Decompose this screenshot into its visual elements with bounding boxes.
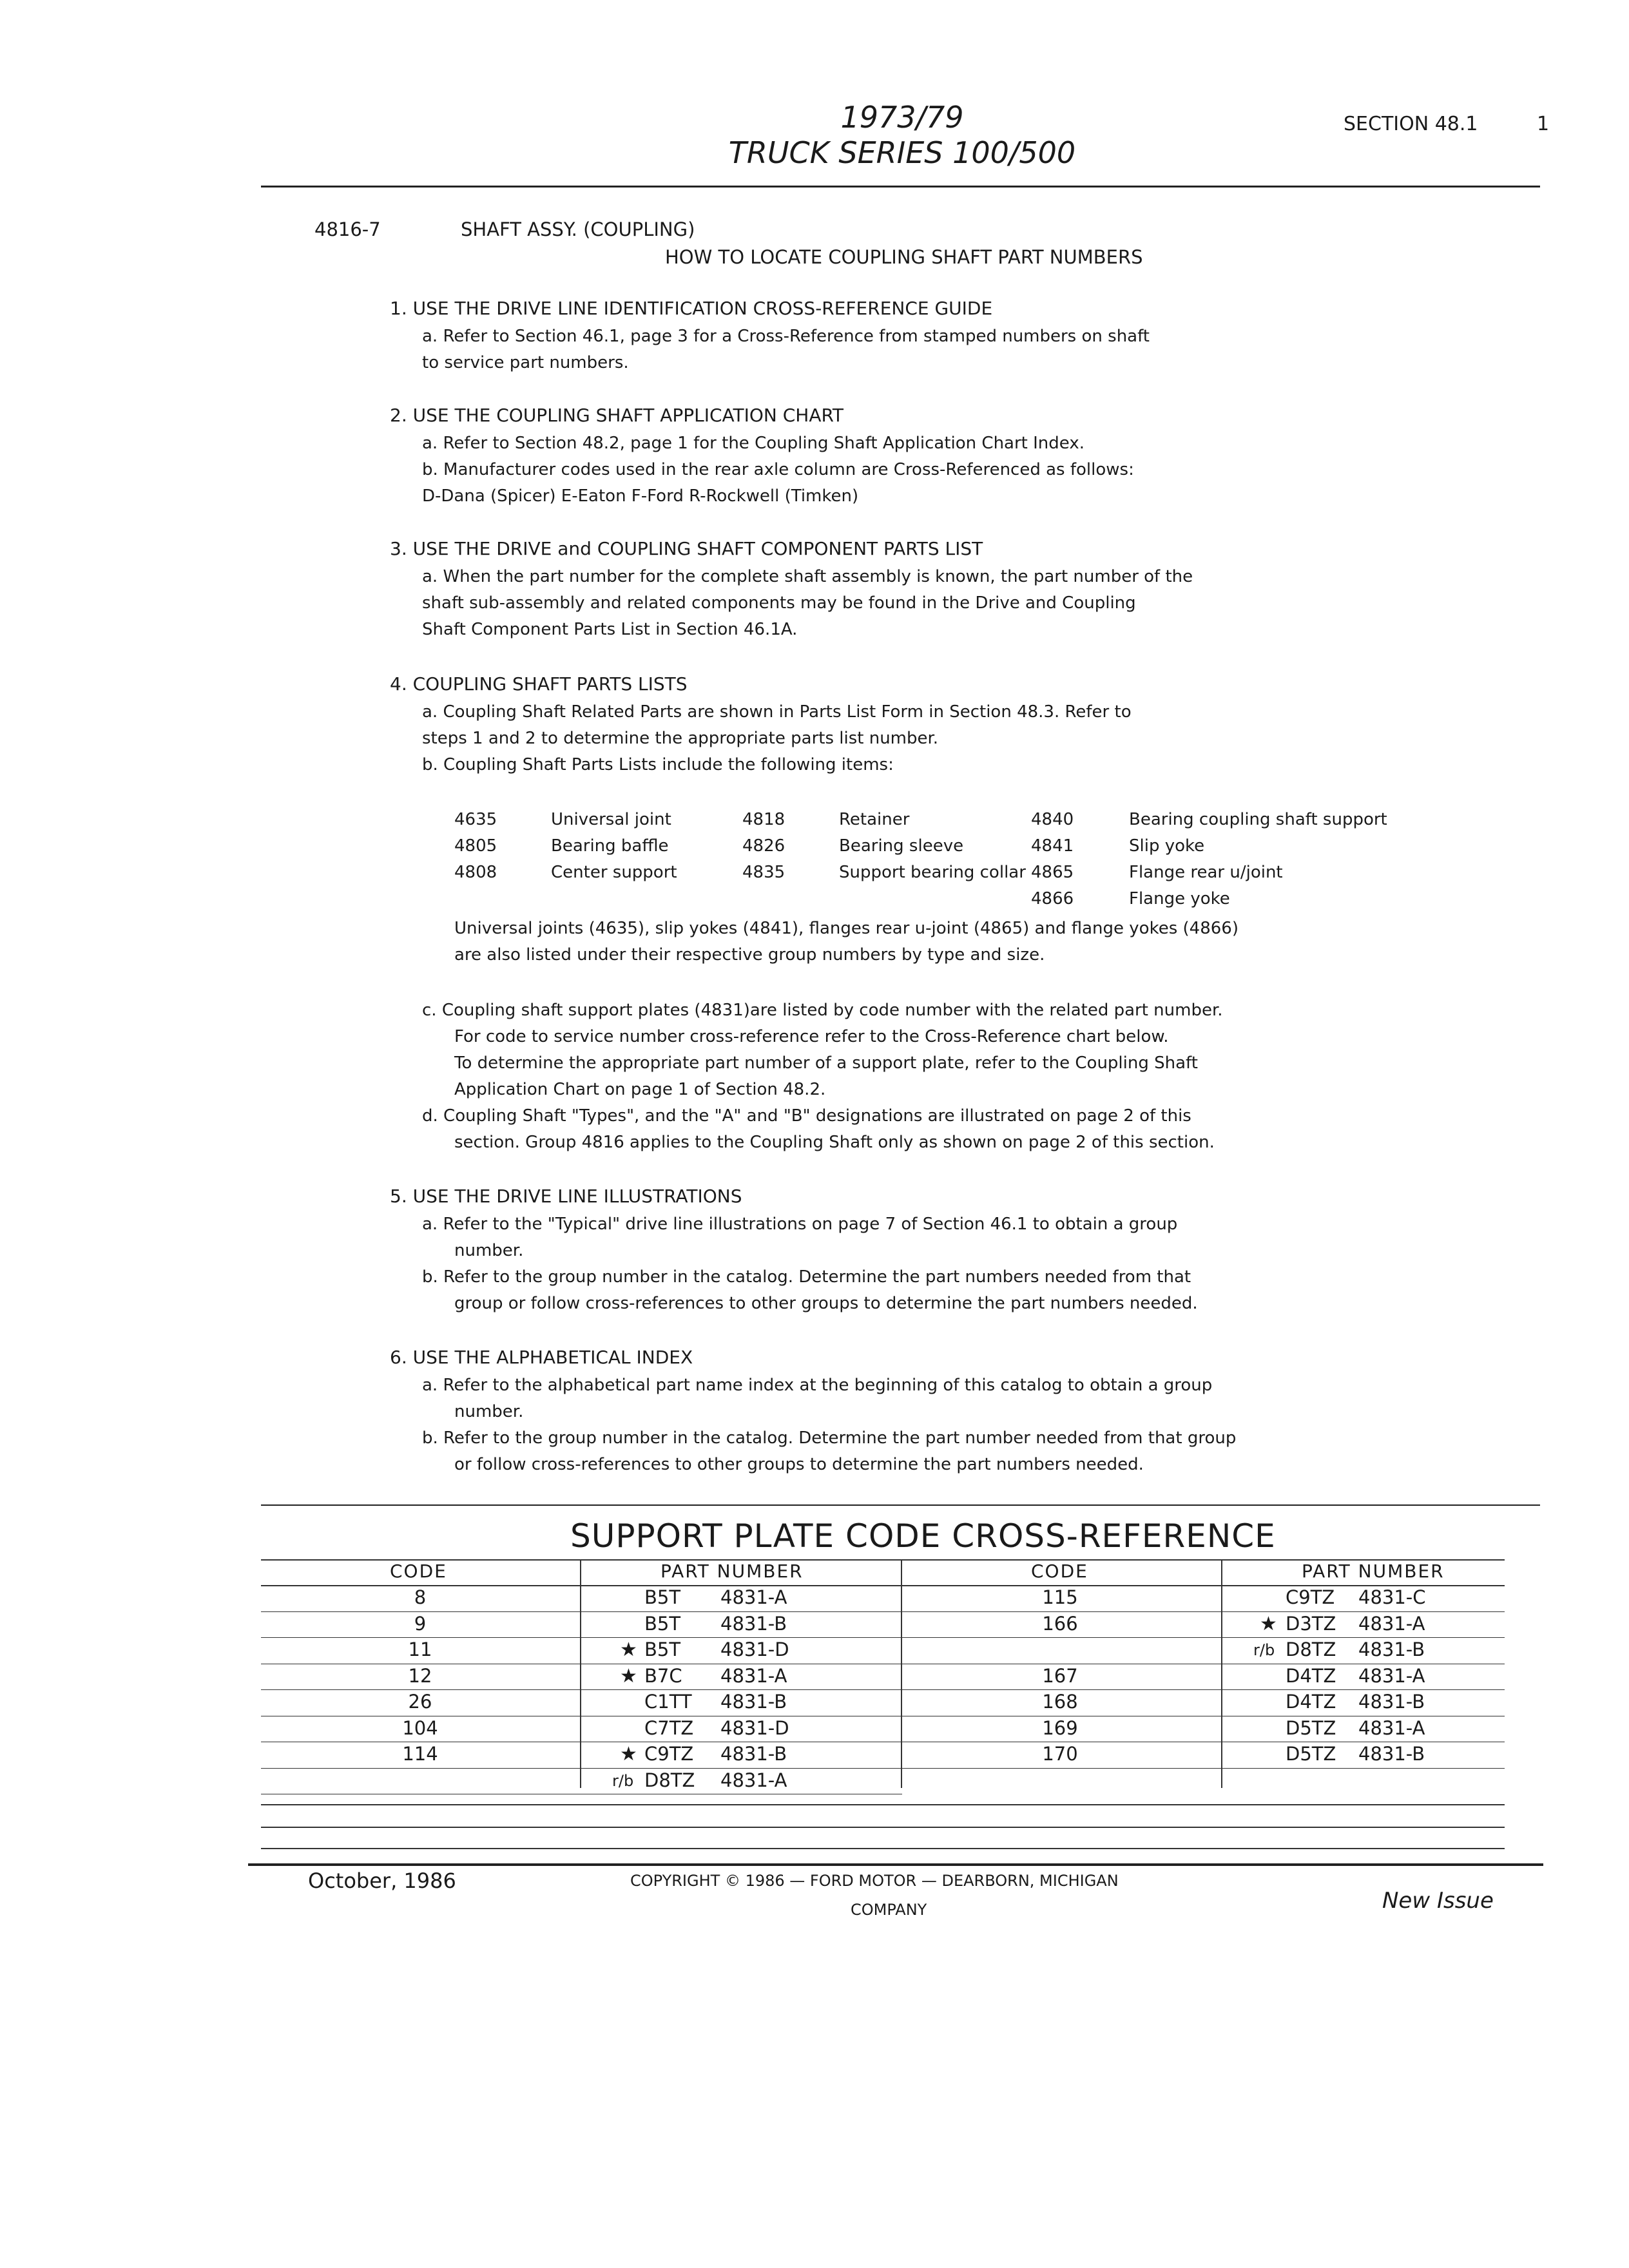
table-top-rule [261, 1504, 1540, 1506]
part-number: 4841 [1031, 836, 1074, 856]
part-number: 4826 [742, 836, 786, 856]
part-base: B7C [644, 1664, 682, 1687]
table-bottom-rule [261, 1827, 1505, 1828]
part-base: D4TZ [1286, 1691, 1336, 1713]
code-cell: 168 [1042, 1691, 1078, 1713]
step-5-line: group or follow cross-references to other groups to determine the part numbers needed. [454, 1294, 1198, 1313]
part-base: D5TZ [1286, 1716, 1336, 1739]
code-cell: 114 [402, 1743, 438, 1765]
step-5-line: number. [454, 1241, 524, 1260]
part-suffix: 4831-A [1358, 1612, 1425, 1635]
part-name: Slip yoke [1129, 836, 1205, 856]
code-cell: 9 [414, 1612, 427, 1635]
page-number: 1 [1537, 113, 1550, 135]
step-3-line: a. When the part number for the complete shaft assembly is known, the part number of the [422, 567, 1193, 586]
part-name: Bearing coupling shaft support [1129, 810, 1387, 829]
step-6-heading: 6. USE THE ALPHABETICAL INDEX [390, 1347, 693, 1368]
code-cell: 11 [408, 1639, 432, 1660]
step-5-line: a. Refer to the "Typical" drive line illustrations on page 7 of Section 46.1 to obtain a group [422, 1215, 1178, 1234]
part-base: B5T [644, 1586, 681, 1608]
part-number: 4840 [1031, 810, 1074, 829]
part-suffix: 4831-B [720, 1743, 787, 1765]
step-4d-line: d. Coupling Shaft "Types", and the "A" and "B" designations are illustrated on page 2 of this [422, 1106, 1191, 1126]
code-cell: 169 [1042, 1716, 1078, 1739]
part-suffix: 4831-C [1358, 1586, 1426, 1608]
code-cell: 170 [1042, 1743, 1078, 1765]
part-name: Support bearing collar [839, 863, 1026, 882]
star-icon: ★ [620, 1639, 637, 1661]
code-cell: 167 [1042, 1664, 1078, 1687]
table-divider [580, 1559, 581, 1788]
part-base: D8TZ [644, 1769, 695, 1791]
table-row-rule [261, 1637, 902, 1638]
table-divider [1221, 1559, 1222, 1788]
part-number: 4805 [454, 836, 497, 856]
group-subtitle: HOW TO LOCATE COUPLING SHAFT PART NUMBERS [665, 246, 1143, 268]
part-base: B5T [644, 1612, 681, 1635]
step-4-note: are also listed under their respective group numbers by type and size. [454, 945, 1045, 965]
step-3-line: Shaft Component Parts List in Section 46.1A. [422, 620, 798, 639]
footer-issue: New Issue [1382, 1888, 1494, 1914]
step-3-heading: 3. USE THE DRIVE and COUPLING SHAFT COMPONENT PARTS LIST [390, 538, 983, 559]
table-row-rule [261, 1689, 902, 1690]
step-4-line: steps 1 and 2 to determine the appropriate parts list number. [422, 729, 939, 748]
step-5-heading: 5. USE THE DRIVE LINE ILLUSTRATIONS [390, 1186, 742, 1207]
part-name: Center support [551, 863, 677, 882]
col-header-part: PART NUMBER [1302, 1561, 1445, 1582]
group-number: 4816-7 [314, 218, 381, 240]
code-cell: 115 [1042, 1586, 1078, 1608]
part-name: Flange rear u/joint [1129, 863, 1283, 882]
col-header-code: CODE [1031, 1561, 1088, 1582]
col-header-part: PART NUMBER [660, 1561, 804, 1582]
step-6-line: b. Refer to the group number in the catalog. Determine the part number needed from that group [422, 1428, 1237, 1448]
step-2-line: D-Dana (Spicer) E-Eaton F-Ford R-Rockwell (Timken) [422, 486, 859, 506]
footer-rule [248, 1863, 1543, 1866]
part-base: C1TT [644, 1691, 692, 1713]
step-4-note: Universal joints (4635), slip yokes (4841), flanges rear u-joint (4865) and flange yokes (4866) [454, 919, 1239, 938]
part-base: D3TZ [1286, 1612, 1336, 1635]
step-4c-line: To determine the appropriate part number of a support plate, refer to the Coupling Shaft [454, 1053, 1198, 1073]
step-1-line: to service part numbers. [422, 353, 629, 372]
part-suffix: 4831-B [720, 1691, 787, 1713]
part-suffix: 4831-A [720, 1769, 787, 1791]
title-series: TRUCK SERIES 100/500 [728, 135, 1076, 170]
step-4-line: b. Coupling Shaft Parts Lists include the following items: [422, 755, 894, 774]
star-icon: ★ [620, 1743, 637, 1765]
step-4d-line: section. Group 4816 applies to the Coupling Shaft only as shown on page 2 of this section. [454, 1133, 1215, 1152]
step-4-heading: 4. COUPLING SHAFT PARTS LISTS [390, 673, 688, 695]
section-number: SECTION 48.1 [1344, 113, 1478, 135]
step-3-line: shaft sub-assembly and related components may be found in the Drive and Coupling [422, 593, 1136, 613]
step-5-line: b. Refer to the group number in the catalog. Determine the part numbers needed from that [422, 1267, 1191, 1287]
table-row-rule [901, 1768, 1505, 1769]
star-icon: ★ [620, 1664, 637, 1687]
table-row-rule [901, 1611, 1505, 1612]
code-cell: 104 [402, 1716, 438, 1739]
part-name: Retainer [839, 810, 910, 829]
part-number: 4818 [742, 810, 786, 829]
group-name: SHAFT ASSY. (COUPLING) [461, 218, 695, 240]
step-4c-line: c. Coupling shaft support plates (4831)are listed by code number with the related part number. [422, 1001, 1223, 1020]
step-2-heading: 2. USE THE COUPLING SHAFT APPLICATION CHART [390, 405, 844, 426]
part-base: D8TZ [1286, 1639, 1336, 1660]
table-row-rule [901, 1689, 1505, 1690]
code-cell: 26 [408, 1691, 432, 1713]
part-base: B5T [644, 1639, 681, 1660]
part-suffix: 4831-D [720, 1716, 789, 1739]
step-4c-line: Application Chart on page 1 of Section 48.2. [454, 1080, 826, 1099]
footer-company: COMPANY [851, 1901, 927, 1919]
code-cell: 166 [1042, 1612, 1078, 1635]
table-bottom-rule [261, 1848, 1505, 1849]
table-row-rule [261, 1611, 902, 1612]
table-divider [901, 1559, 902, 1788]
part-name: Universal joint [551, 810, 671, 829]
part-suffix: 4831-A [1358, 1716, 1425, 1739]
step-1-heading: 1. USE THE DRIVE LINE IDENTIFICATION CROSS-REFERENCE GUIDE [390, 298, 993, 319]
table-row-rule [901, 1637, 1505, 1638]
step-4-line: a. Coupling Shaft Related Parts are shown in Parts List Form in Section 48.3. Refer to [422, 702, 1132, 722]
table-row-rule [261, 1768, 902, 1769]
xref-title: SUPPORT PLATE CODE CROSS-REFERENCE [570, 1517, 1276, 1555]
code-cell: 8 [414, 1586, 427, 1608]
part-suffix: 4831-D [720, 1639, 789, 1660]
part-suffix: 4831-A [720, 1664, 787, 1687]
part-suffix: 4831-B [1358, 1743, 1425, 1765]
title-years: 1973/79 [840, 100, 964, 135]
step-6-line: a. Refer to the alphabetical part name index at the beginning of this catalog to obtain a group [422, 1376, 1213, 1395]
part-base: C7TZ [644, 1716, 694, 1739]
part-suffix: 4831-B [720, 1612, 787, 1635]
step-4c-line: For code to service number cross-reference refer to the Cross-Reference chart below. [454, 1027, 1169, 1046]
star-icon: ★ [1260, 1612, 1277, 1635]
part-base: D4TZ [1286, 1664, 1336, 1687]
replaced-by-label: r/b [1253, 1641, 1275, 1659]
part-base: C9TZ [644, 1743, 694, 1765]
part-base: C9TZ [1286, 1586, 1335, 1608]
part-number: 4635 [454, 810, 497, 829]
part-suffix: 4831-B [1358, 1691, 1425, 1713]
step-2-line: b. Manufacturer codes used in the rear axle column are Cross-Referenced as follows: [422, 460, 1134, 479]
part-name: Flange yoke [1129, 889, 1230, 908]
step-6-line: or follow cross-references to other groups to determine the part numbers needed. [454, 1455, 1144, 1474]
part-name: Bearing baffle [551, 836, 669, 856]
header-rule [261, 186, 1540, 187]
part-number: 4865 [1031, 863, 1074, 882]
part-suffix: 4831-A [720, 1586, 787, 1608]
col-header-code: CODE [390, 1561, 447, 1582]
replaced-by-label: r/b [612, 1771, 634, 1790]
part-suffix: 4831-A [1358, 1664, 1425, 1687]
step-1-line: a. Refer to Section 46.1, page 3 for a Cross-Reference from stamped numbers on shaft [422, 327, 1150, 346]
part-number: 4866 [1031, 889, 1074, 908]
code-cell: 12 [408, 1664, 432, 1687]
part-number: 4808 [454, 863, 497, 882]
table-bottom-rule [261, 1804, 1505, 1805]
footer-date: October, 1986 [308, 1869, 456, 1893]
part-base: D5TZ [1286, 1743, 1336, 1765]
footer-copyright: COPYRIGHT © 1986 — FORD MOTOR — DEARBORN, MICHIGAN [630, 1872, 1119, 1890]
part-name: Bearing sleeve [839, 836, 964, 856]
part-number: 4835 [742, 863, 786, 882]
step-6-line: number. [454, 1402, 524, 1421]
step-2-line: a. Refer to Section 48.2, page 1 for the Coupling Shaft Application Chart Index. [422, 434, 1084, 453]
part-suffix: 4831-B [1358, 1639, 1425, 1660]
